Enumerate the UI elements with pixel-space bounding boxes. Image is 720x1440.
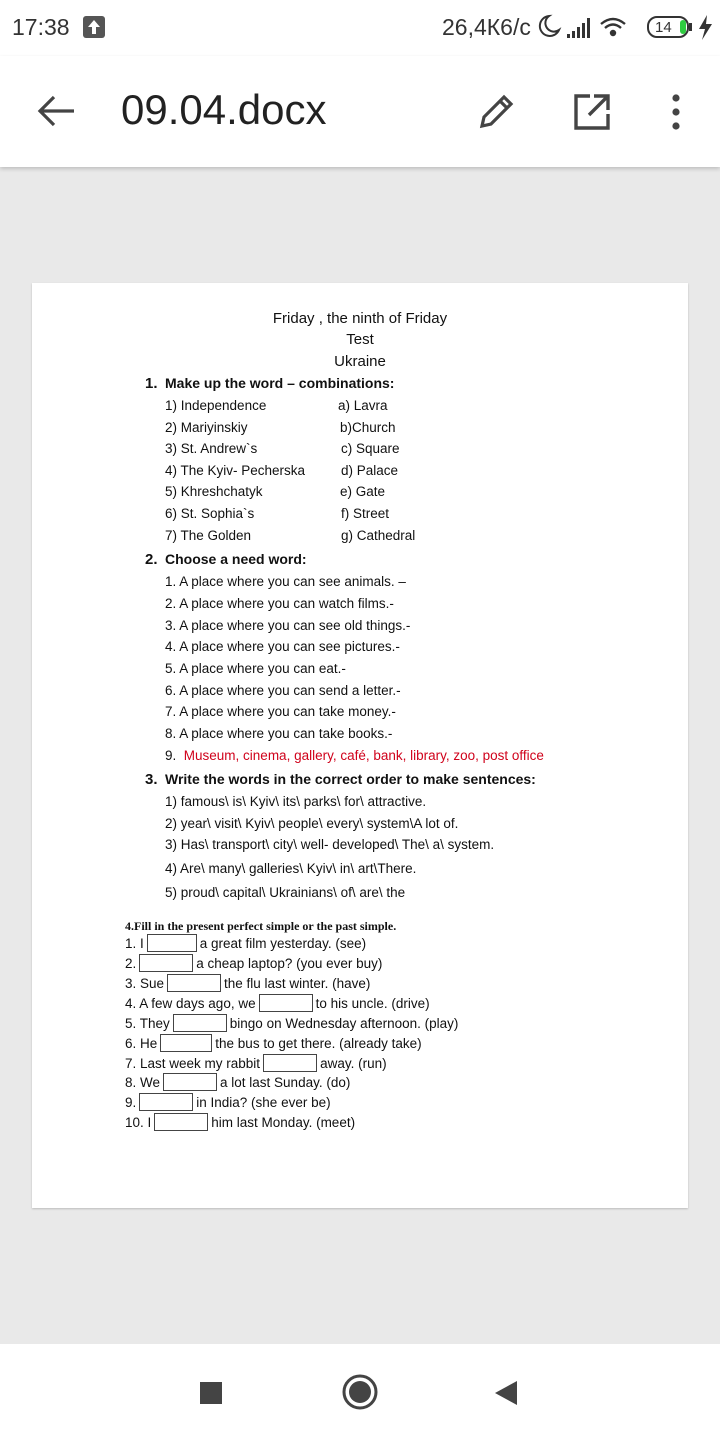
more-options-icon[interactable]: [668, 94, 684, 135]
upload-icon: [83, 16, 105, 38]
list-item: 6. A place where you can send a letter.-: [165, 683, 401, 698]
section-2-heading: 2. Choose a need word:: [145, 551, 307, 568]
doc-subheading: Ukraine: [334, 353, 386, 370]
fill-row: 5. They bingo on Wednesday afternoon. (play): [125, 1016, 459, 1031]
word-bank: Museum, cinema, gallery, café, bank, library, zoo, post office: [183, 748, 544, 763]
list-item: 1. A place where you can see animals. –: [165, 574, 406, 589]
answer-box: [139, 954, 193, 972]
answer-box: [154, 1113, 208, 1131]
list-item: c) Square: [341, 441, 400, 456]
list-item: 4) The Kyiv- Pecherska: [165, 463, 306, 478]
back-triangle-icon[interactable]: [493, 1379, 519, 1412]
list-item: 3) St. Andrew`s: [165, 441, 258, 456]
back-arrow-icon[interactable]: [36, 93, 76, 134]
edit-pencil-icon[interactable]: [476, 92, 516, 137]
list-item: 3) Has\ transport\ city\ well- developed\ The\ a\ system.: [165, 837, 495, 852]
list-item: e) Gate: [340, 484, 386, 499]
fill-row: 9. in India? (she ever be): [125, 1095, 331, 1110]
status-time: 17:38: [12, 14, 70, 40]
list-item: 2) year\ visit\ Kyiv\ people\ every\ system\A lot of.: [165, 816, 459, 831]
fill-row: 2. a cheap laptop? (you ever buy): [125, 956, 383, 971]
answer-box: [259, 994, 313, 1012]
list-item: a) Lavra: [338, 398, 388, 413]
document-title: 09.04.docx: [121, 86, 327, 133]
list-item: d) Palace: [341, 463, 399, 478]
list-item: 2. A place where you can watch films.-: [165, 596, 394, 611]
open-external-icon[interactable]: [572, 92, 612, 137]
network-speed: 26,4К6/с: [442, 14, 531, 40]
list-item: 4) Are\ many\ galleries\ Kyiv\ in\ art\There.: [165, 861, 417, 876]
status-bar: [0, 0, 720, 56]
list-item: 1) famous\ is\ Kyiv\ its\ parks\ for\ attractive.: [165, 794, 427, 809]
doc-heading: Friday , the ninth of Friday: [272, 310, 448, 327]
list-item: f) Street: [341, 506, 390, 521]
battery-level: 14: [655, 19, 672, 36]
section-4-heading: 4.Fill in the present perfect simple or the past simple.: [125, 919, 397, 933]
fill-row: 3. Sue the flu last winter. (have): [125, 976, 371, 991]
fill-row: 7. Last week my rabbit away. (run): [125, 1056, 387, 1071]
recents-square-icon[interactable]: [199, 1381, 223, 1410]
list-item: 7. A place where you can take money.-: [165, 704, 396, 719]
list-item: g) Cathedral: [341, 528, 416, 543]
section-1-heading: 1. Make up the word – combinations:: [145, 375, 395, 392]
home-circle-icon[interactable]: [341, 1373, 379, 1416]
answer-box: [167, 974, 221, 992]
answer-box: [160, 1034, 212, 1052]
fill-row: 1. I a great film yesterday. (see): [125, 936, 367, 951]
moon-icon: [540, 16, 559, 36]
list-item: 4. A place where you can see pictures.-: [165, 639, 400, 654]
list-item: b)Church: [340, 420, 396, 435]
list-item: 2) Mariyinskiy: [165, 420, 248, 435]
signal-icon: [567, 18, 590, 38]
word-bank-item: 9. Museum, cinema, gallery, café, bank, library, zoo, post office: [165, 748, 544, 763]
doc-subheading: Test: [346, 331, 374, 348]
navigation-bar: [0, 1344, 720, 1440]
list-item: 5) proud\ capital\ Ukrainians\ of\ are\ the: [165, 885, 406, 900]
answer-box: [263, 1054, 317, 1072]
answer-box: [163, 1073, 217, 1091]
list-item: 5. A place where you can eat.-: [165, 661, 346, 676]
fill-row: 10. I him last Monday. (meet): [125, 1115, 356, 1130]
fill-row: 8. We a lot last Sunday. (do): [125, 1075, 351, 1090]
answer-box: [173, 1014, 227, 1032]
list-item: 8. A place where you can take books.-: [165, 726, 393, 741]
list-item: 1) Independence: [165, 398, 267, 413]
section-3-heading: 3. Write the words in the correct order to make sentences:: [145, 771, 536, 788]
list-item: 3. A place where you can see old things.-: [165, 618, 411, 633]
list-item: 6) St. Sophia`s: [165, 506, 255, 521]
fill-row: 4. A few days ago, we to his uncle. (drive): [125, 996, 430, 1011]
answer-box: [139, 1093, 193, 1111]
document-page: [32, 283, 688, 1208]
fill-row: 6. He the bus to get there. (already take): [125, 1036, 422, 1051]
list-item: 5) Khreshchatyk: [165, 484, 263, 499]
app-bar: [0, 56, 720, 167]
status-icons: [537, 12, 717, 42]
charging-icon: [699, 15, 712, 40]
wifi-icon: [601, 19, 625, 35]
answer-box: [147, 934, 197, 952]
list-item: 7) The Golden: [165, 528, 252, 543]
